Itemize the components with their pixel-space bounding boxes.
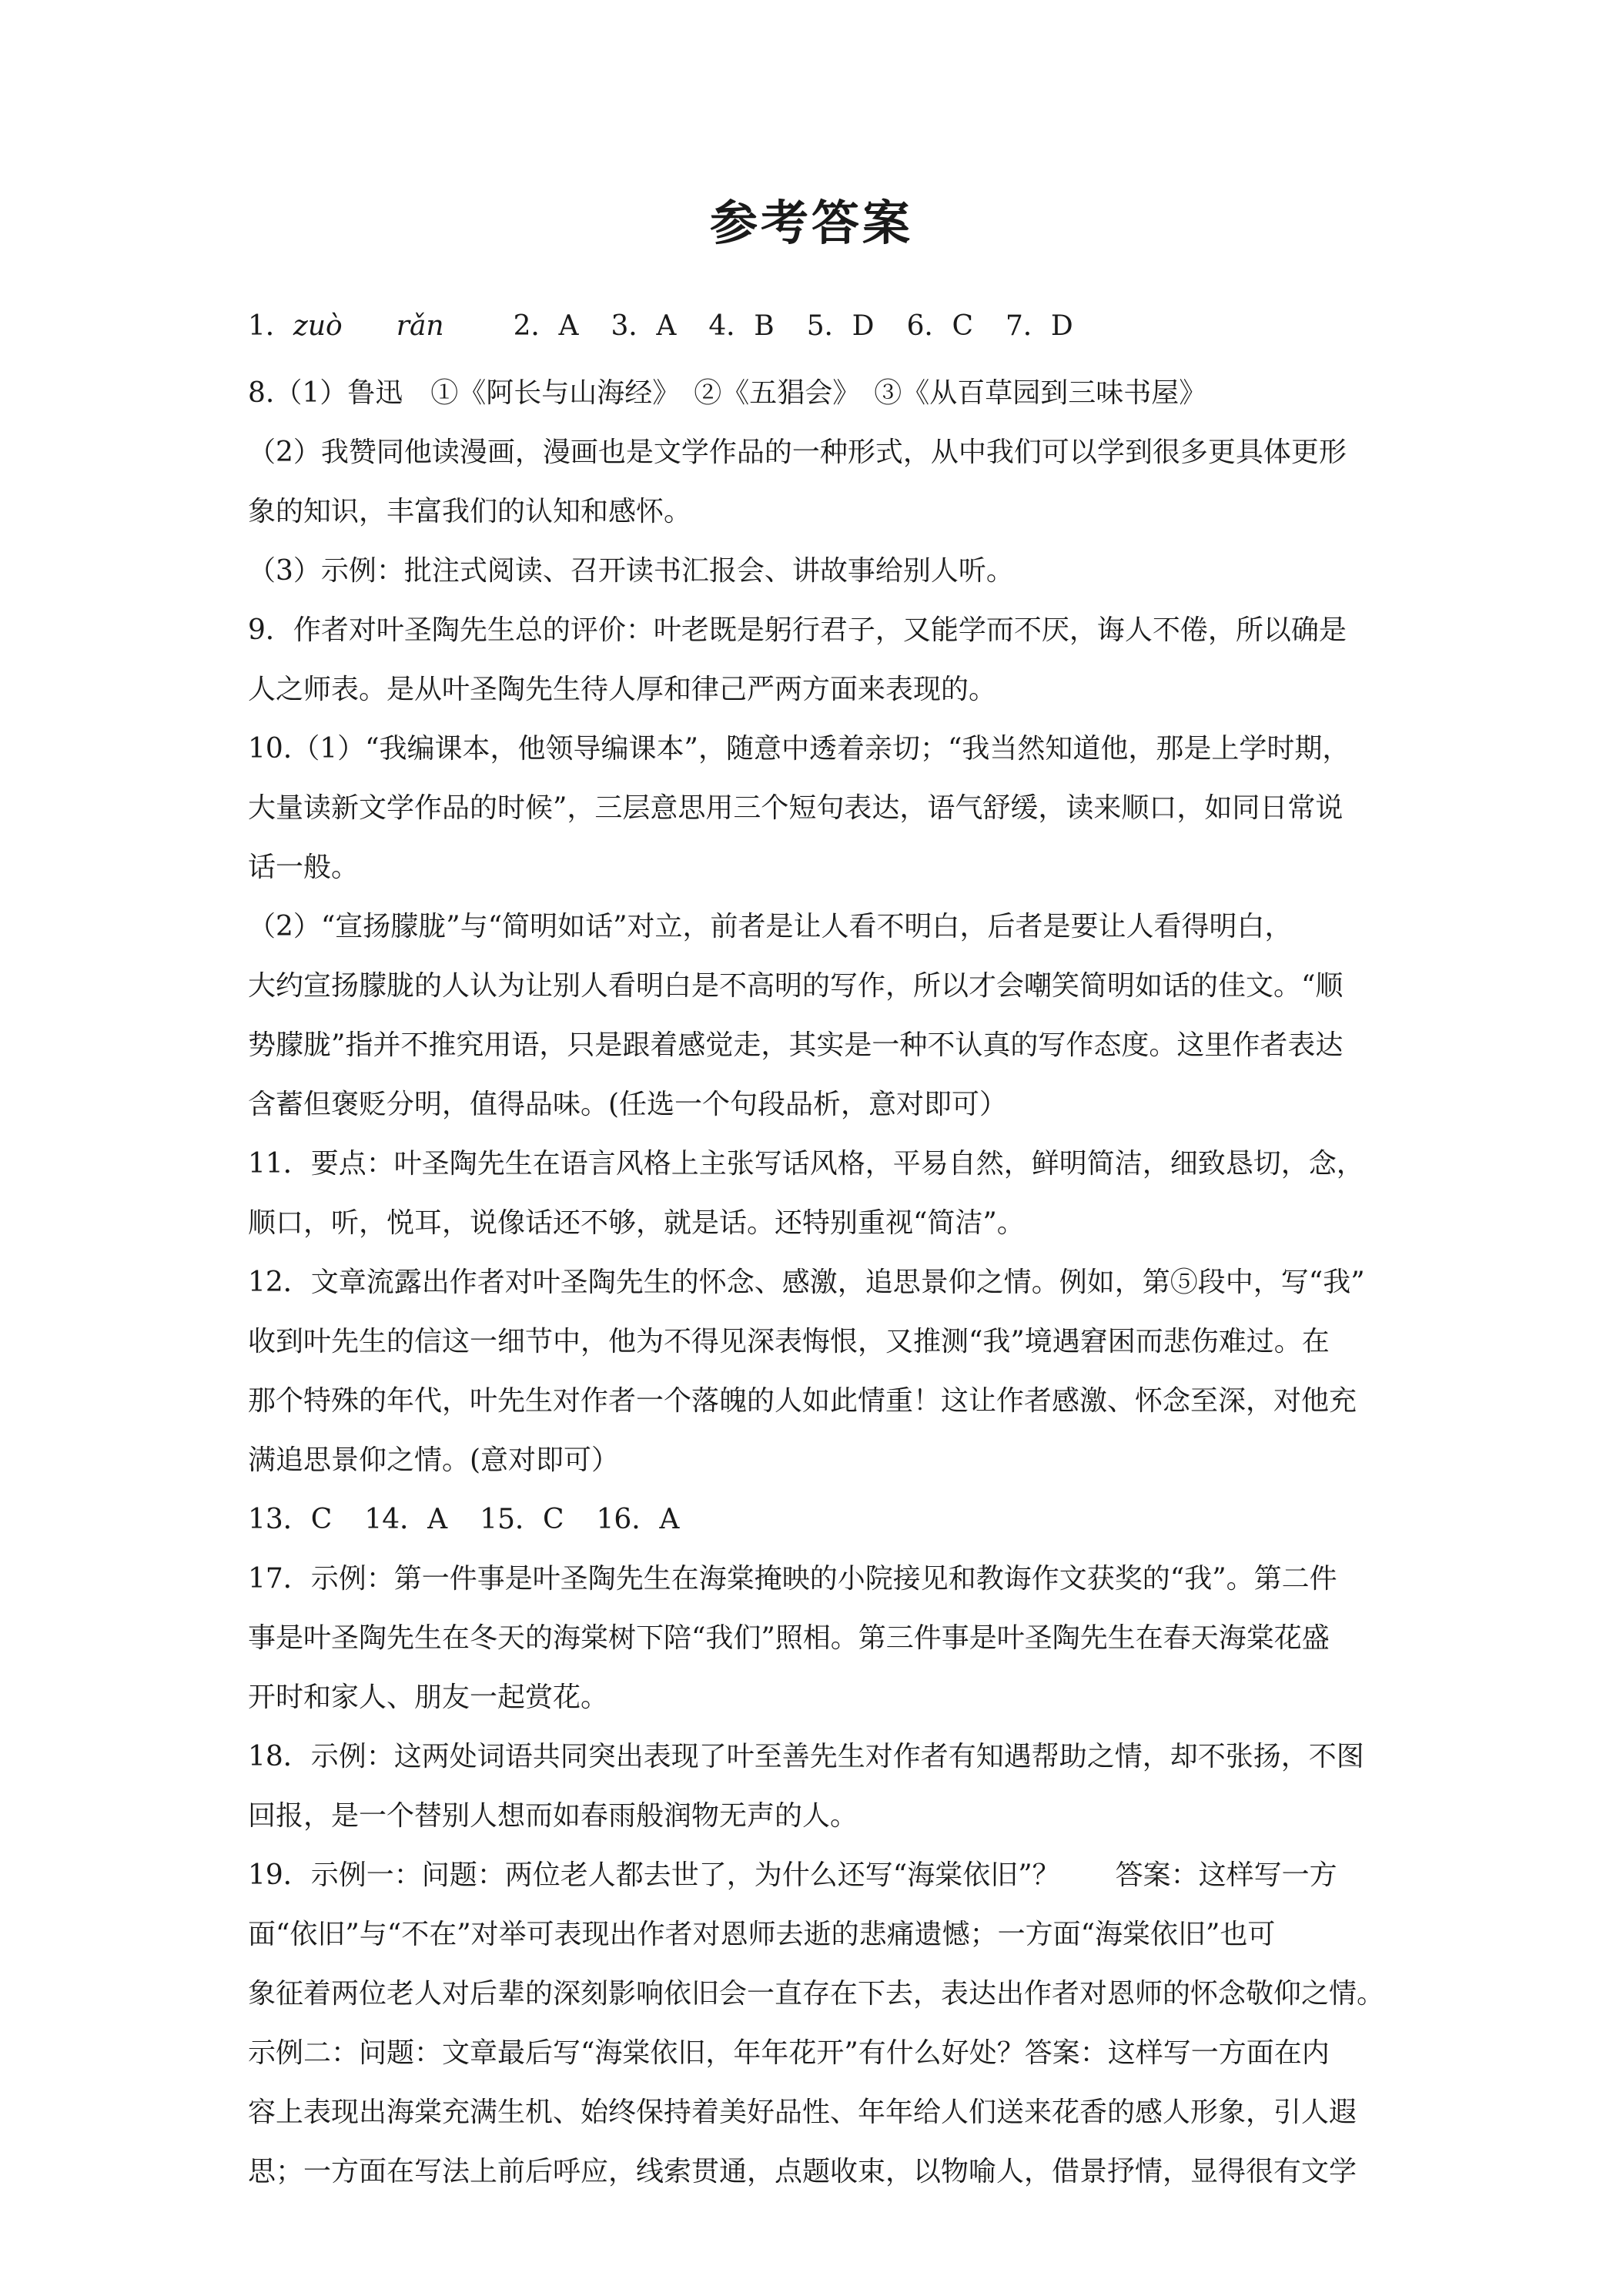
answer-line: 开时和家人、朋友一起赏花。 xyxy=(248,1682,609,1713)
answer-line: 满追思景仰之情。(意对即可） xyxy=(248,1444,620,1476)
answer-line: 大量读新文学作品的时候”，三层意思用三个短句表达，语气舒缓，读来顺口，如同日常说 xyxy=(248,792,1344,824)
answer-line: 12．文章流露出作者对叶圣陶先生的怀念、感激，追思景仰之情。例如，第⑤段中，写“我” xyxy=(248,1267,1365,1298)
pinyin-answer: zuò xyxy=(293,310,343,342)
answer-line: 18．示例：这两处词语共同突出表现了叶至善先生对作者有知遇帮助之情，却不张扬，不图 xyxy=(248,1741,1364,1772)
answer-line: 9．作者对叶圣陶先生总的评价：叶老既是躬行君子，又能学而不厌，诲人不倦，所以确是 xyxy=(248,614,1347,646)
answer-content xyxy=(248,296,1403,2201)
answer-line: （3）示例：批注式阅读、召开读书汇报会、讲故事给别人听。 xyxy=(248,555,1014,587)
answer-line: 示例二：问题：文章最后写“海棠依旧，年年花开”有什么好处？答案：这样写一方面在内 xyxy=(248,2037,1330,2069)
answer-line: 回报，是一个替别人想而如春雨般润物无声的人。 xyxy=(248,1800,858,1832)
answer-line: 10.（1）“我编课本，他领导编课本”，随意中透着亲切；“我当然知道他，那是上学时期， xyxy=(248,733,1350,765)
answer-line: 思；一方面在写法上前后呼应，线索贯通，点题收束，以物喻人，借景抒情，显得很有文学 xyxy=(248,2156,1357,2187)
answer-line: 含蓄但褒贬分明，值得品味。(任选一个句段品析，意对即可） xyxy=(248,1089,1008,1120)
choice-answer: 16．A xyxy=(596,1504,680,1535)
choice-answer: 15．C xyxy=(480,1504,564,1535)
choice-answer: 4．B xyxy=(708,310,775,342)
answer-line: 象征着两位老人对后辈的深刻影响依旧会一直存在下去，表达出作者对恩师的怀念敬仰之情。 xyxy=(248,1978,1385,2010)
answer-line: 那个特殊的年代，叶先生对作者一个落魄的人如此情重！这让作者感激、怀念至深，对他充 xyxy=(248,1385,1357,1417)
answer-row-13-16 xyxy=(248,1490,1403,1549)
choice-answer: 6．C xyxy=(906,310,974,342)
answer-line: 象的知识，丰富我们的认知和感怀。 xyxy=(248,496,692,527)
answer-line: 话一般。 xyxy=(248,852,360,883)
answer-number: 1． xyxy=(248,310,293,342)
answer-line: 事是叶圣陶先生在冬天的海棠树下陪“我们”照相。第三件事是叶圣陶先生在春天海棠花盛 xyxy=(248,1622,1330,1654)
answer-line: （2）我赞同他读漫画，漫画也是文学作品的一种形式，从中我们可以学到很多更具体更形 xyxy=(248,437,1347,468)
choice-answer: 14．A xyxy=(364,1504,448,1535)
answer-line: 11．要点：叶圣陶先生在语言风格上主张写话风格，平易自然，鲜明简洁，细致恳切，念， xyxy=(248,1148,1364,1180)
answer-line: 8.（1）鲁迅 ①《阿长与山海经》 ②《五猖会》 ③《从百草园到三味书屋》 xyxy=(248,377,1207,409)
answer-line: 面“依旧”与“不在”对举可表现出作者对恩师去逝的悲痛遗憾；一方面“海棠依旧”也可 xyxy=(248,1919,1276,1950)
answer-line: 19．示例一：问题：两位老人都去世了，为什么还写“海棠依旧”？ 答案：这样写一方 xyxy=(248,1859,1337,1891)
choice-answer: 2．A xyxy=(513,310,579,342)
choice-answer: 5．D xyxy=(806,310,875,342)
choice-answer: 3．A xyxy=(611,310,677,342)
answer-row-1-7 xyxy=(248,296,1403,356)
answer-line: 收到叶先生的信这一细节中，他为不得见深表悔恨，又推测“我”境遇窘困而悲伤难过。在 xyxy=(248,1326,1330,1357)
answer-line: 顺口，听，悦耳，说像话还不够，就是话。还特别重视“简洁”。 xyxy=(248,1207,1025,1239)
answer-line: （2）“宣扬朦胧”与“简明如话”对立，前者是让人看不明白，后者是要让人看得明白， xyxy=(248,911,1293,942)
answer-line: 势朦胧”指并不推究用语，只是跟着感觉走，其实是一种不认真的写作态度。这里作者表达 xyxy=(248,1029,1344,1061)
choice-answer: 13．C xyxy=(248,1504,333,1535)
page-title: 参考答案 xyxy=(709,195,913,251)
pinyin-answer: rǎn xyxy=(396,310,444,342)
answer-line: 人之师表。是从叶圣陶先生待人厚和律己严两方面来表现的。 xyxy=(248,674,997,705)
choice-answer: 7．D xyxy=(1006,310,1073,342)
answer-line: 容上表现出海棠充满生机、始终保持着美好品性、年年给人们送来花香的感人形象，引人遐 xyxy=(248,2097,1357,2128)
answer-line: 大约宣扬朦胧的人认为让别人看明白是不高明的写作，所以才会嘲笑简明如话的佳文。“顺 xyxy=(248,970,1344,1002)
answer-line: 17．示例：第一件事是叶圣陶先生在海棠掩映的小院接见和教诲作文获奖的“我”。第二件 xyxy=(248,1563,1337,1595)
